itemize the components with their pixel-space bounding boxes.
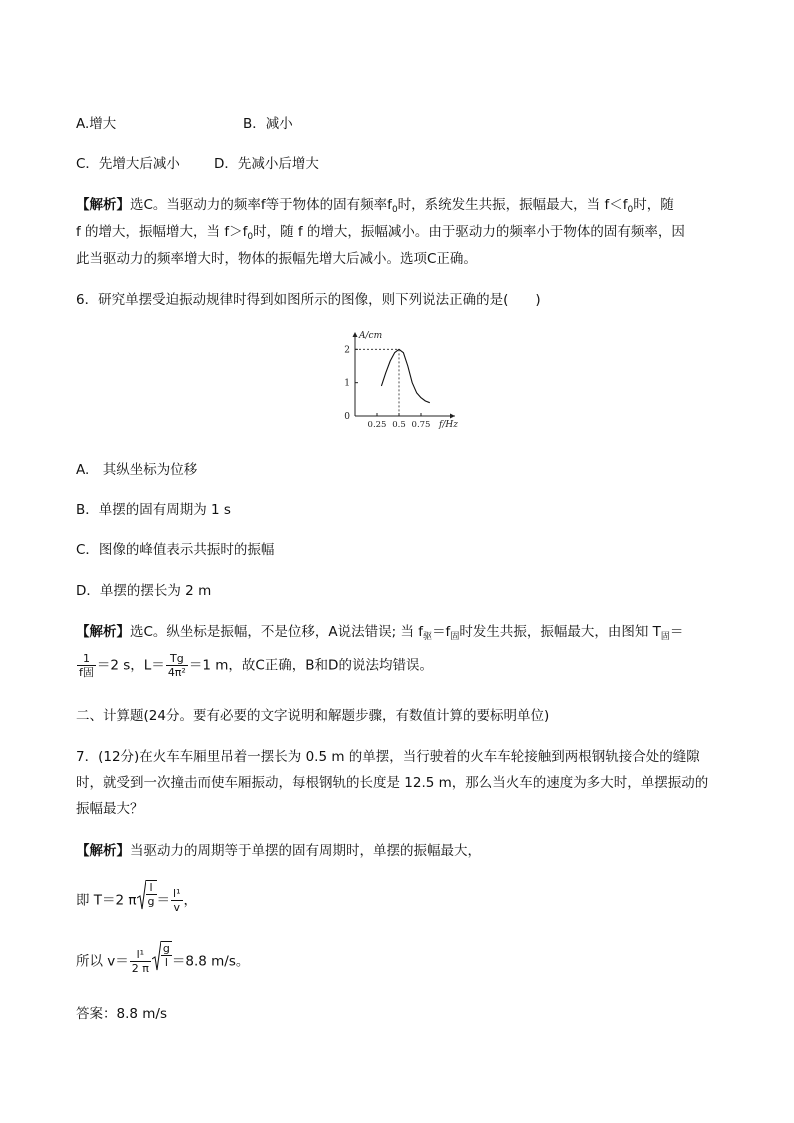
q7-analysis-line1 (76, 841, 481, 861)
q6-option-b: B．单摆的固有周期为 1 s (76, 502, 231, 518)
subscript: 固 (450, 632, 460, 642)
q7-equation-1 (76, 880, 197, 921)
x-tick-label: 0.25 (367, 420, 387, 430)
x-tick-label: 0.75 (411, 420, 431, 430)
denominator: 4π² (167, 666, 186, 679)
q5-analysis-line2 (76, 222, 685, 247)
text: ＝ (669, 624, 684, 640)
y-axis-arrow-icon (353, 332, 358, 337)
analysis-tag: 【解析】 (76, 197, 130, 213)
text: ， (183, 892, 197, 909)
text: 时，随 (633, 197, 674, 213)
x-axis-arrow-icon (450, 414, 455, 419)
q6-analysis-line2 (76, 652, 433, 679)
q7-equation-2 (76, 941, 249, 982)
text: ＝2 s，L＝ (96, 657, 165, 674)
analysis-tag: 【解析】 (76, 624, 130, 640)
denominator: v (173, 901, 181, 914)
y-axis-label: A/cm (359, 331, 383, 341)
subscript: 固 (660, 632, 670, 642)
q5-option-d: D．先减小后增大 (214, 156, 319, 172)
numerator: l¹ (173, 887, 181, 900)
denominator: 2 π (131, 962, 149, 975)
text: ＝f (432, 624, 451, 640)
denominator: f固 (79, 666, 94, 679)
q7-stem-line2: 时，就受到一次撞击而使车厢振动，每根钢轨的长度是 12.5 m，那么当火车的速度为多大时，单摆振动的 (76, 775, 709, 791)
q6-option-d: D．单摆的摆长为 2 m (76, 583, 212, 599)
x-axis-label: f/Hz (439, 420, 458, 430)
q5-option-c: C．先增大后减小 (76, 156, 180, 172)
q6-analysis-line1 (76, 622, 683, 647)
numerator: g (162, 942, 170, 955)
text: ＝ (156, 892, 171, 909)
subscript: 0 (627, 205, 634, 215)
resonance-curve-chart (335, 328, 465, 432)
q5-option-a: A.增大 (76, 116, 117, 132)
text: 选C。当驱动力的频率f等于物体的固有频率f (130, 197, 392, 213)
denominator: g (147, 895, 155, 908)
text: ＝1 m，故C正确，B和D的说法均错误。 (188, 657, 433, 674)
q7-stem-line3: 振幅最大？ (76, 801, 144, 817)
square-root (152, 941, 172, 982)
subscript: 0 (247, 232, 254, 242)
square-root (137, 880, 157, 921)
q7-stem-line1: 7．(12分)在火车车厢里吊着一摆长为 0.5 m 的单摆，当行驶着的火车车轮接触到两根钢轨接合处的缝隙 (76, 749, 700, 765)
numerator: l¹ (130, 948, 151, 962)
q6-option-c: C．图像的峰值表示共振时的振幅 (76, 542, 275, 558)
text: 时发生共振，振幅最大，由图知 T (459, 624, 661, 640)
analysis-tag: 【解析】 (76, 843, 130, 859)
y-tick-label: 2 (344, 345, 350, 356)
y-tick-label: 1 (344, 378, 350, 389)
q6-option-a: A. 其纵坐标为位移 (76, 462, 198, 478)
section-heading: 二、计算题(24分。要有必要的文字说明和解题步骤，有数值计算的要标明单位) (76, 708, 550, 724)
fraction (130, 948, 151, 975)
radical-sign-icon (152, 941, 161, 971)
text: ＝8.8 m/s。 (171, 953, 250, 970)
q6-stem: 6．研究单摆受迫振动规律时得到如图所示的图像，则下列说法正确的是( ) (76, 292, 541, 308)
text: 即 T＝2 π (76, 892, 137, 909)
y-tick-label: 0 (344, 412, 350, 422)
text: 当驱动力的周期等于单摆的固有周期时，单摆的振幅最大， (130, 843, 481, 859)
text: 选C。纵坐标是振幅，不是位移，A说法错误; 当 f (130, 624, 424, 640)
q7-answer: 答案：8.8 m/s (76, 1006, 167, 1022)
text: 时，系统发生共振，振幅最大，当 f＜f (397, 197, 628, 213)
resonance-curve (381, 349, 429, 402)
subscript: 0 (391, 205, 398, 215)
subscript: 驱 (423, 632, 433, 642)
numerator: 1 (77, 652, 96, 666)
q5-analysis-line1 (76, 195, 674, 220)
q5-analysis-line3: 此当驱动力的频率增大时，物体的振幅先增大后减小。选项C正确。 (76, 251, 477, 267)
fraction (171, 887, 182, 914)
denominator: l (164, 956, 168, 969)
radical-sign-icon (137, 880, 146, 910)
text: 所以 v＝ (76, 953, 129, 970)
q5-option-b: B．减小 (243, 116, 293, 132)
fraction (166, 652, 188, 679)
text: 时，随 f 的增大，振幅减小。由于驱动力的频率小于物体的固有频率，因 (253, 224, 685, 240)
text: f 的增大，振幅增大，当 f＞f (76, 224, 248, 240)
numerator: Tg (166, 652, 188, 666)
fraction (77, 652, 96, 679)
x-tick-label: 0.5 (392, 420, 406, 430)
numerator: l (146, 881, 157, 895)
